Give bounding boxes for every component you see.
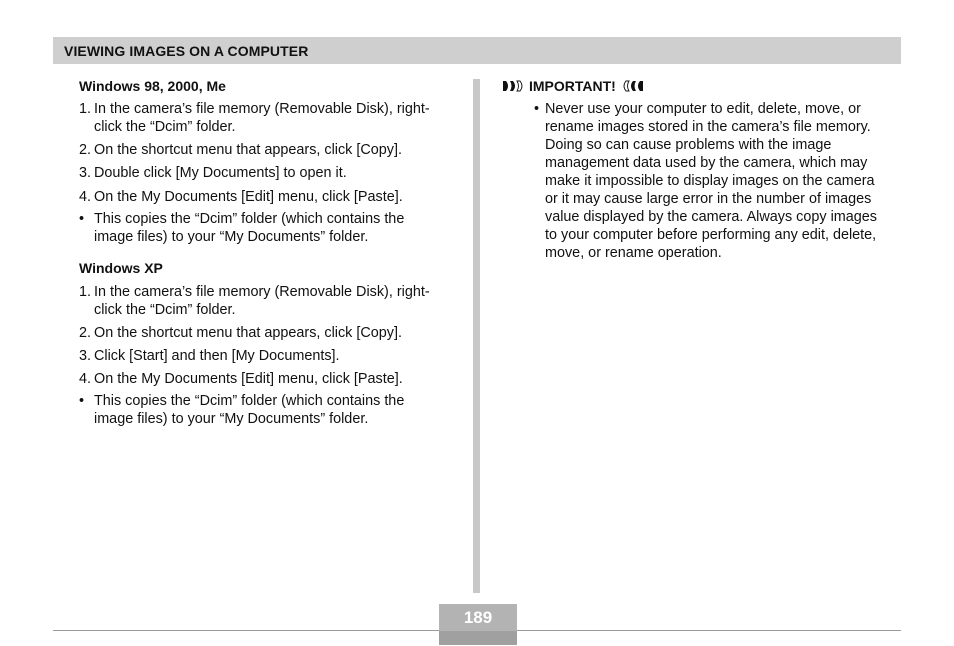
list-item: • This copies the “Dcim” folder (which contains the image files) to your “My Documents” folder. bbox=[79, 393, 405, 427]
section-heading-windows-xp: Windows XP bbox=[79, 260, 163, 276]
important-note: • Never use your computer to edit, delete, move, or rename images stored in the camera’s file memory. Doing so can cause problems with the image management data used by the camera, which may make it impossible to display images on the camera or it may cause large error in the number of images value displayed by the camera. Always copy images to your computer before performing any edit, delete, move, or rename operation. bbox=[534, 101, 877, 261]
column-divider bbox=[473, 79, 480, 593]
list-item: 3. Click [Start] and then [My Documents]. bbox=[79, 348, 340, 364]
list-item: 4. On the My Documents [Edit] menu, click [Paste]. bbox=[79, 189, 403, 205]
important-right-marks-icon bbox=[621, 80, 643, 92]
important-left-marks-icon bbox=[503, 80, 525, 92]
list-item: • This copies the “Dcim” folder (which contains the image files) to your “My Documents” folder. bbox=[79, 211, 405, 245]
section-heading-windows-98: Windows 98, 2000, Me bbox=[79, 78, 226, 94]
header-bar bbox=[53, 37, 901, 64]
list-item: 1. In the camera’s file memory (Removable Disk), right- click the “Dcim” folder. bbox=[79, 284, 430, 318]
list-item: 3. Double click [My Documents] to open it. bbox=[79, 165, 347, 181]
page-title: VIEWING IMAGES ON A COMPUTER bbox=[64, 43, 309, 59]
important-heading bbox=[503, 77, 898, 95]
list-item: 1. In the camera’s file memory (Removable Disk), right- click the “Dcim” folder. bbox=[79, 101, 430, 135]
list-item: 2. On the shortcut menu that appears, click [Copy]. bbox=[79, 325, 402, 341]
list-item: 4. On the My Documents [Edit] menu, click [Paste]. bbox=[79, 371, 403, 387]
page-number: 189 bbox=[439, 604, 517, 631]
list-item: 2. On the shortcut menu that appears, click [Copy]. bbox=[79, 142, 402, 158]
page-number-strip bbox=[439, 631, 517, 645]
important-label: IMPORTANT! bbox=[529, 78, 616, 94]
right-column bbox=[503, 77, 898, 262]
left-column bbox=[79, 77, 459, 428]
